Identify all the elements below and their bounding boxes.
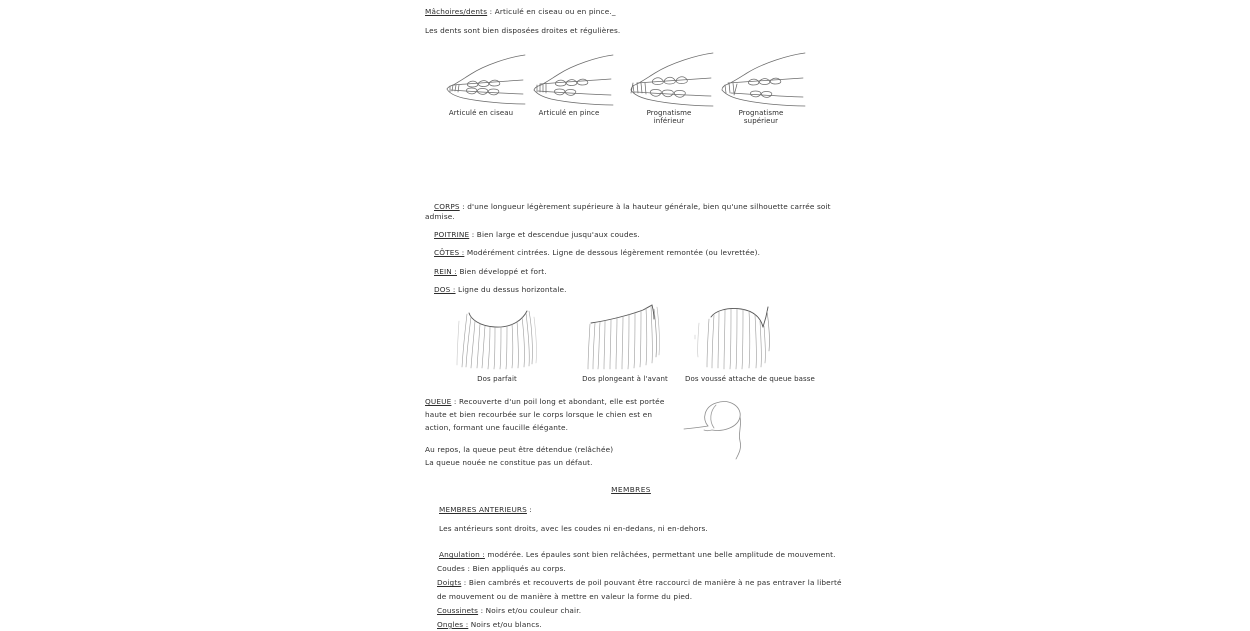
doigts-text-1: : Bien cambrés et recouverts de poil pouvant être raccourci de manière à ne pas entraver la liberté xyxy=(461,578,842,588)
dos-block xyxy=(425,286,845,293)
membres-anterieurs-line xyxy=(439,506,845,513)
poitrine-block xyxy=(425,231,845,238)
coussinets-label: Coussinets xyxy=(437,606,479,616)
coudes-label: Coudes xyxy=(437,564,466,574)
jaw-figure-pincer xyxy=(521,49,617,118)
coudes-line xyxy=(437,564,845,575)
back-roached-drawing xyxy=(675,301,815,373)
jaw-pincer-drawing xyxy=(521,49,617,107)
queue-line-4: Au repos, la queue peut être détendue (relâchée) xyxy=(425,445,614,455)
jaw-caption-1 xyxy=(433,109,529,118)
dos-label: DOS : xyxy=(434,285,456,295)
coudes-text: : Bien appliqués au corps. xyxy=(465,564,566,574)
jaws-section xyxy=(425,8,845,15)
jaw-figure-row xyxy=(425,49,845,131)
jaw-caption-1-line1: Articulé en ciseau xyxy=(448,108,514,117)
corps-text-1: : d'une longueur légèrement supérieure à la hauteur générale, bien qu'une silhouette carrée soit xyxy=(459,201,831,211)
cotes-block xyxy=(425,249,845,256)
jaw-scissor-drawing xyxy=(433,49,529,107)
queue-line-3: action, formant une faucille élégante. xyxy=(425,422,569,432)
tail-figure xyxy=(680,389,764,461)
jaws-heading-label: Mâchoires/dents xyxy=(425,7,488,16)
doigts-line-1 xyxy=(437,578,845,589)
jaws-heading-rest: : Articulé en ciseau ou en pince._ xyxy=(487,7,616,16)
limbs-section xyxy=(425,486,845,631)
corps-block xyxy=(425,203,845,221)
poitrine-line xyxy=(434,231,845,238)
jaw-caption-4 xyxy=(713,109,809,127)
corps-label: CORPS xyxy=(434,201,460,211)
back-figure-roached xyxy=(675,301,835,384)
doigts-label: Doigts xyxy=(437,578,462,588)
jaw-figure-underbite xyxy=(621,49,717,127)
jaw-caption-3-line2: inférieur xyxy=(653,117,685,126)
back-caption-3: Dos voussé attache de queue basse xyxy=(685,375,815,384)
jaw-overbite-drawing xyxy=(713,49,809,107)
body-section xyxy=(425,203,845,294)
queue-line-1 xyxy=(425,397,670,408)
corps-line-2: admise. xyxy=(425,211,455,221)
corps-line xyxy=(434,203,845,210)
coussinets-text: : Noirs et/ou couleur chair. xyxy=(478,606,582,616)
ongles-line xyxy=(437,620,845,631)
poitrine-label: POITRINE xyxy=(434,230,470,240)
poitrine-text: : Bien large et descendue jusqu'aux coudes. xyxy=(469,230,640,240)
back-perfect-drawing xyxy=(437,301,557,373)
membres-anterieurs-text: Les antérieurs sont droits, avec les coudes ni en-dedans, ni en-dehors. xyxy=(439,523,708,533)
back-figure-row xyxy=(425,301,845,393)
cotes-label: CÔTES : xyxy=(434,248,465,258)
membres-anterieurs-colon: : xyxy=(526,504,533,514)
rein-block xyxy=(425,268,845,275)
jaw-figure-scissor xyxy=(433,49,529,118)
queue-text-1: : Recouverte d'un poil long et abondant, elle est portée xyxy=(451,397,665,407)
membres-heading-text: MEMBRES xyxy=(611,485,651,495)
jaw-caption-3-line1: Prognatisme xyxy=(646,108,692,117)
jaw-figure-overbite xyxy=(713,49,809,127)
back-figure-perfect xyxy=(437,301,557,384)
membres-heading xyxy=(417,486,845,493)
jaw-underbite-drawing xyxy=(621,49,717,107)
teeth-note: Les dents sont bien disposées droites et régulières. xyxy=(425,26,621,36)
angulation-line xyxy=(439,550,845,561)
rein-label: REIN : xyxy=(434,266,457,276)
dos-line xyxy=(434,286,845,293)
back-figure-sloping xyxy=(565,301,685,384)
knotted-tail-drawing xyxy=(680,389,764,461)
doigts-line-2: de mouvement ou de manière à mettre en valeur la forme du pied. xyxy=(437,592,693,602)
back-caption-1: Dos parfait xyxy=(477,375,517,384)
queue-label: QUEUE xyxy=(425,397,452,407)
cotes-line xyxy=(434,249,845,256)
teeth-note-block xyxy=(425,27,845,34)
back-sloping-drawing xyxy=(565,301,685,373)
angulation-label: Angulation : xyxy=(439,550,485,560)
membres-anterieurs-label: MEMBRES ANTERIEURS xyxy=(439,504,527,514)
tail-text-block xyxy=(425,397,670,468)
coussinets-line xyxy=(437,606,845,617)
limb-details-block xyxy=(439,550,845,631)
angulation-text: modérée. Les épaules sont bien relâchées, permettant une belle amplitude de mouvement. xyxy=(484,550,836,560)
jaw-caption-4-line2: supérieur xyxy=(743,117,779,126)
queue-line-2: haute et bien recourbée sur le corps lorsque le chien est en xyxy=(425,409,653,419)
rein-line xyxy=(434,268,845,275)
back-caption-2: Dos plongeant à l'avant xyxy=(582,375,668,384)
dos-text: Ligne du dessus horizontale. xyxy=(455,285,567,295)
tail-section xyxy=(425,397,845,468)
jaw-caption-4-line1: Prognatisme xyxy=(738,108,784,117)
jaw-caption-2 xyxy=(521,109,617,118)
document-content xyxy=(425,8,845,631)
cotes-text: Modérément cintrées. Ligne de dessous légèrement remontée (ou levrettée). xyxy=(464,248,761,258)
queue-line-5: La queue nouée ne constitue pas un défaut. xyxy=(425,457,593,467)
jaws-heading-line xyxy=(425,8,845,15)
ongles-label: Ongles : xyxy=(437,619,469,629)
rein-text: Bien développé et fort. xyxy=(456,266,547,276)
jaw-caption-3 xyxy=(621,109,717,127)
ongles-text: Noirs et/ou blancs. xyxy=(468,619,542,629)
jaw-caption-2-line1: Articulé en pince xyxy=(538,108,600,117)
